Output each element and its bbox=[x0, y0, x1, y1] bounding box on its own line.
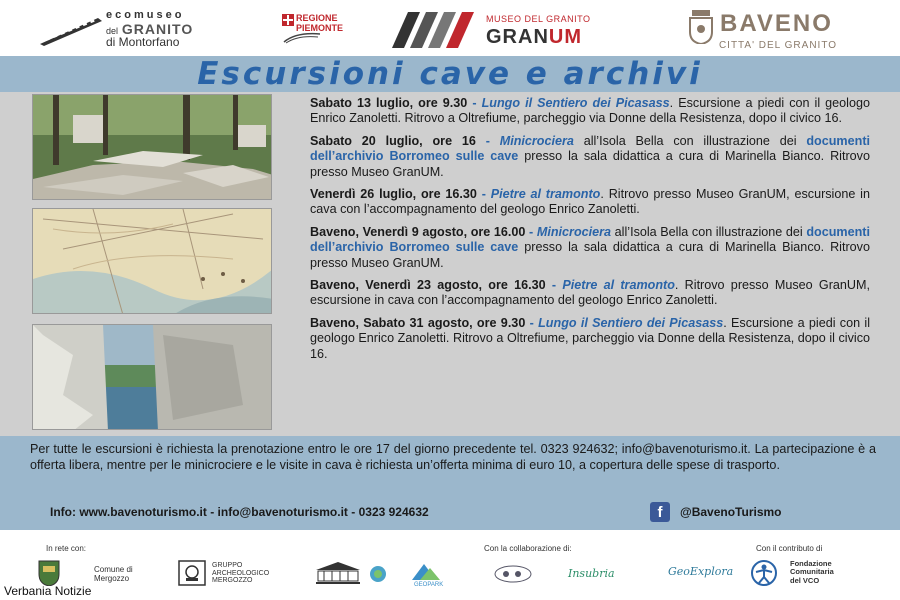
granum-title-b: UM bbox=[548, 26, 582, 48]
contact-info[interactable]: Info: www.bavenoturismo.it - info@bavenoturismo.it - 0323 924632 bbox=[50, 505, 429, 519]
event-name: Pietre al tramonto bbox=[490, 187, 601, 202]
event-date: Baveno, Sabato 31 agosto, ore 9.30 bbox=[310, 315, 526, 330]
ecomuseo-line1: ecomuseo bbox=[106, 9, 185, 21]
gruppo-archeologico-icon bbox=[178, 560, 206, 586]
event-name: Lungo il Sentiero dei Picasass bbox=[481, 96, 670, 110]
event-description-part: all’Isola Bella con illustrazione dei bbox=[611, 224, 807, 239]
ecomuseo-line3: di Montorfano bbox=[106, 35, 180, 50]
quarry-lake-image bbox=[33, 325, 272, 430]
event-dash: - bbox=[476, 187, 491, 202]
ecomuseo-text bbox=[106, 10, 193, 49]
gruppo-line2: ARCHEOLOGICO bbox=[212, 569, 270, 577]
gruppo-archeologico-logo bbox=[178, 560, 298, 586]
event-archive-docs: documenti dell’archivio Borromeo sulle cave bbox=[310, 133, 871, 164]
event-item bbox=[310, 187, 870, 218]
footer-label-contribution: Con il contributo di bbox=[756, 544, 823, 553]
event-item bbox=[310, 225, 870, 271]
collab-geoexplora: GeoExplora bbox=[668, 565, 734, 578]
event-dash: - bbox=[525, 315, 539, 330]
ecomuseo-granito: GRANITO bbox=[121, 20, 194, 37]
facebook-handle[interactable]: @BavenoTurismo bbox=[680, 505, 782, 519]
event-description-part: all’Isola Bella con illustrazione dei bbox=[573, 133, 807, 148]
regione-line2: PIEMONTE bbox=[296, 22, 344, 33]
photo-quarry-stones bbox=[32, 94, 272, 200]
event-description: presso la sala didattica a cura di Marinella Bianco. Ritrovo presso Museo GranUM. bbox=[310, 240, 870, 270]
gruppo-line3: MERGOZZO bbox=[212, 577, 253, 585]
regione-line1: REGIONE bbox=[296, 13, 338, 23]
info-band bbox=[0, 436, 900, 530]
event-dash: - bbox=[467, 96, 482, 110]
forest-stones-image bbox=[33, 95, 272, 200]
geopark-text: GEOPARK bbox=[414, 582, 444, 588]
event-name: Pietre al tramonto bbox=[562, 278, 675, 293]
event-dash: - bbox=[475, 133, 500, 148]
granum-stripes-icon bbox=[392, 12, 480, 48]
mergozzo-text bbox=[94, 566, 133, 584]
event-description: . Escursione a piedi con il geologo Enrico Zanoletti. Ritrovo a Oltrefiume, parcheggio via Donne della Resistenza, dopo il civico 16. bbox=[310, 96, 870, 126]
event-date: Baveno, Venerdì 9 agosto, ore 16.00 bbox=[310, 224, 526, 239]
event-item bbox=[310, 96, 870, 127]
granum-title bbox=[486, 26, 582, 49]
fondazione-text bbox=[790, 560, 834, 585]
regione-text bbox=[296, 14, 343, 34]
ecomuseo-del: del bbox=[106, 25, 119, 36]
event-item bbox=[310, 134, 870, 180]
baveno-sub: CITTA' DEL GRANITO bbox=[718, 40, 838, 51]
mergozzo-logo bbox=[38, 560, 162, 586]
footer-label-collaboration: Con la collaborazione di: bbox=[484, 544, 572, 553]
event-item bbox=[310, 278, 870, 309]
ecomuseo-logo bbox=[40, 8, 280, 52]
photo-historic-map bbox=[32, 208, 272, 314]
event-name: Minicrociera bbox=[499, 133, 574, 148]
footer-label-network: In rete con: bbox=[46, 544, 87, 553]
facebook-icon[interactable]: f bbox=[650, 502, 670, 522]
event-date: Sabato 20 luglio, ore 16 bbox=[310, 133, 476, 148]
gruppo-line1: GRUPPO bbox=[212, 562, 243, 569]
fondazione-line2: Comunitaria bbox=[790, 567, 834, 577]
watermark: Verbania Notizie bbox=[4, 584, 92, 598]
fondazione-line1: Fondazione bbox=[790, 559, 832, 568]
event-description: presso la sala didattica a cura di Marinella Bianco. Ritrovo presso Museo GranUM. bbox=[310, 149, 870, 179]
granum-subtitle: MUSEO DEL GRANITO bbox=[486, 14, 591, 24]
ecomuseo-line2 bbox=[106, 22, 193, 37]
historic-map-image bbox=[33, 209, 272, 314]
event-item bbox=[310, 316, 870, 362]
fondazione-icon bbox=[750, 560, 784, 586]
mergozzo-line2: Mergozzo bbox=[94, 573, 130, 583]
mergozzo-line1: Comune di bbox=[94, 565, 133, 574]
event-archive-docs: documenti dell’archivio Borromeo sulle cave bbox=[310, 224, 870, 255]
contact-row bbox=[50, 502, 870, 522]
fondazione-logo bbox=[750, 560, 880, 586]
borromeo-crest-icon bbox=[488, 560, 538, 586]
collab-insubria: Insubria bbox=[568, 567, 615, 580]
granum-logo bbox=[392, 10, 652, 50]
swoosh-icon bbox=[282, 32, 322, 44]
baveno-logo bbox=[688, 8, 868, 52]
event-name: Lungo il Sentiero dei Picasass bbox=[538, 315, 724, 330]
baveno-crest-icon bbox=[688, 10, 714, 44]
booking-info: Per tutte le escursioni è richiesta la prenotazione entro le ore 17 del giorno precedente tel. 0323 924632; info@bavenoturismo.it. La partecipazione è a offerta libera, mentre per le minicrociere e le visite in cava è richiesta un’offerta minima di euro 10, a copertura delle spese di trasporto. bbox=[30, 442, 876, 472]
main-content bbox=[0, 92, 900, 436]
title-band bbox=[0, 56, 900, 92]
event-description: . Ritrovo presso Museo GranUM, escursione in cava con l’accompagnamento del geologo Enrico Zanoletti. bbox=[310, 278, 870, 308]
event-name: Minicrociera bbox=[536, 224, 612, 239]
events-list bbox=[310, 96, 870, 369]
mergozzo-crest-icon bbox=[38, 560, 60, 586]
event-description: . Ritrovo presso Museo GranUM, escursione in cava con l’accompagnamento del geologo Enrico Zanoletti. bbox=[310, 187, 870, 217]
event-date: Venerdì 26 luglio, ore 16.30 bbox=[310, 187, 477, 202]
regione-flag-icon bbox=[282, 14, 294, 26]
ecomuseo-slash-icon bbox=[40, 16, 102, 46]
event-dash: - bbox=[545, 278, 563, 293]
page-title: Escursioni cave e archivi bbox=[197, 56, 703, 92]
event-description: . Escursione a piedi con il geologo Enrico Zanoletti. Ritrovo a Oltrefiume, parcheggio via Donne della Resistenza, dopo il civico 16. bbox=[310, 315, 870, 361]
regione-piemonte-logo bbox=[282, 14, 362, 46]
unesco-geopark-logo bbox=[312, 560, 462, 586]
photo-quarry-lake bbox=[32, 324, 272, 430]
event-date: Sabato 13 luglio, ore 9.30 bbox=[310, 96, 468, 110]
event-date: Baveno, Venerdì 23 agosto, ore 16.30 bbox=[310, 278, 546, 293]
footer bbox=[0, 530, 900, 600]
header bbox=[0, 0, 900, 56]
event-dash: - bbox=[525, 224, 537, 239]
collab-logo-1 bbox=[488, 560, 548, 586]
fondazione-line3: del VCO bbox=[790, 575, 820, 585]
granum-title-a: GRAN bbox=[486, 26, 549, 48]
baveno-name: BAVENO bbox=[720, 10, 833, 37]
gruppo-text bbox=[212, 562, 269, 585]
